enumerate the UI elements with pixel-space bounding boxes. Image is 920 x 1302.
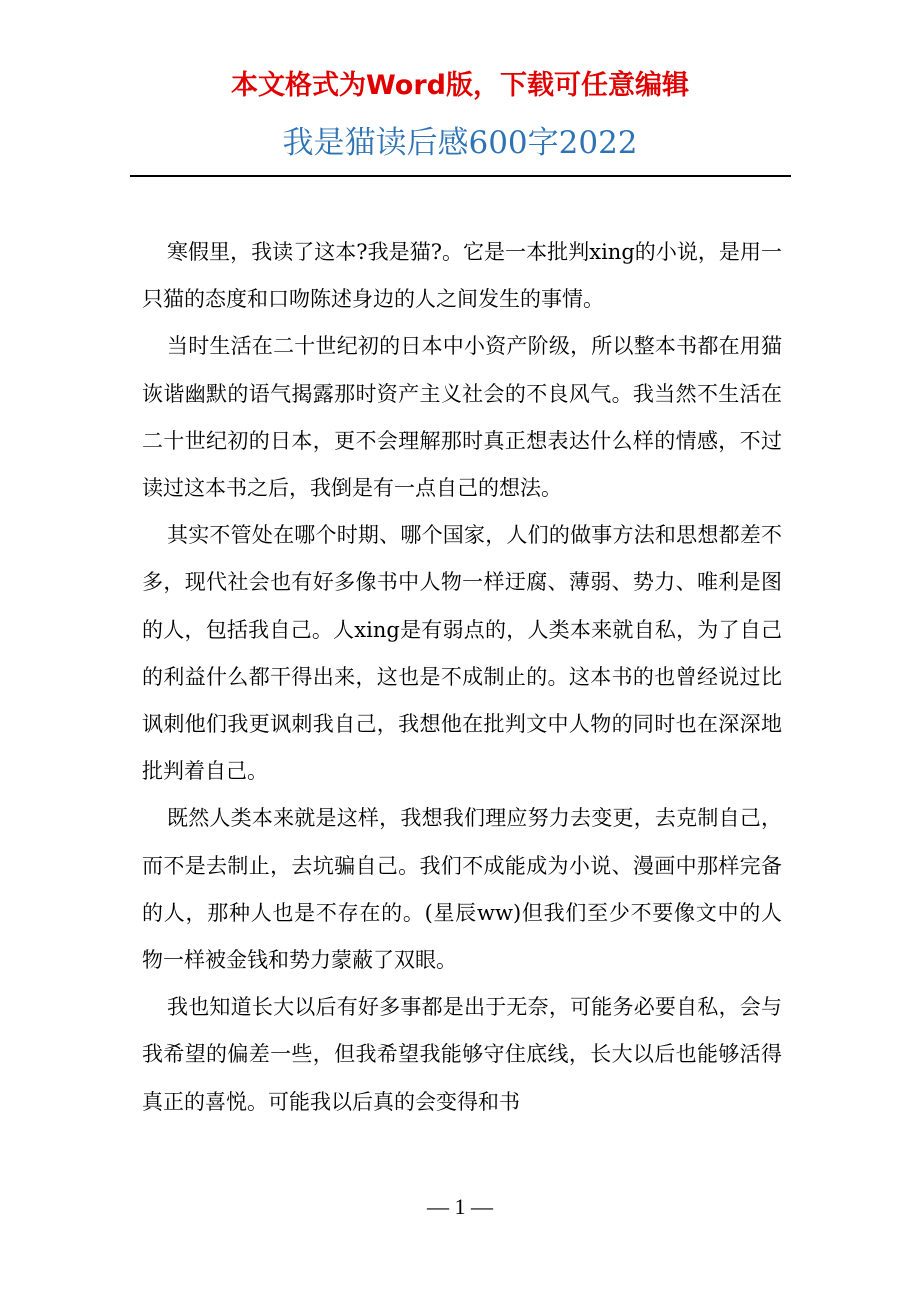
- document-title: 我是猫读后感600字2022: [282, 125, 638, 161]
- paragraph: 既然人类本来就是这样，我想我们理应努力去变更，去克制自己，而不是去制止，去坑骗自己。我们不成能成为小说、漫画中那样完备的人，那种人也是不存在的。(星辰ww)但我们至少不要像文中的人物一样被金钱和势力蒙蔽了双眼。: [142, 806, 782, 973]
- paragraph: 其实不管处在哪个时期、哪个国家，人们的做事方法和思想都差不多，现代社会也有好多像书中人物一样迂腐、薄弱、势力、唯利是图的人，包括我自己。人xing是有弱点的，人类本来就自私，为了自己的利益什么都干得出来，这也是不成制止的。这本书的也曾经说过比讽刺他们我更讽刺我自己，我想他在批判文中人物的同时也在深深地批判着自己。: [142, 523, 782, 784]
- format-notice-banner: 本文格式为Word版，下载可任意编辑: [230, 70, 689, 101]
- title-divider: [130, 175, 791, 177]
- paragraph: 当时生活在二十世纪初的日本中小资产阶级，所以整本书都在用猫诙谐幽默的语气揭露那时资产主义社会的不良风气。我当然不生活在二十世纪初的日本，更不会理解那时真正想表达什么样的情感，不过读过这本书之后，我倒是有一点自己的想法。: [142, 334, 782, 501]
- document-body: [142, 229, 782, 1126]
- paragraph: 寒假里，我读了这本?我是猫?。它是一本批判xing的小说，是用一只猫的态度和口吻陈述身边的人之间发生的事情。: [142, 240, 782, 312]
- page-number: — 1 —: [427, 1194, 493, 1219]
- paragraph: 我也知道长大以后有好多事都是出于无奈，可能务必要自私，会与我希望的偏差一些，但我希望我能够守住底线，长大以后也能够活得真正的喜悦。可能我以后真的会变得和书: [142, 995, 782, 1114]
